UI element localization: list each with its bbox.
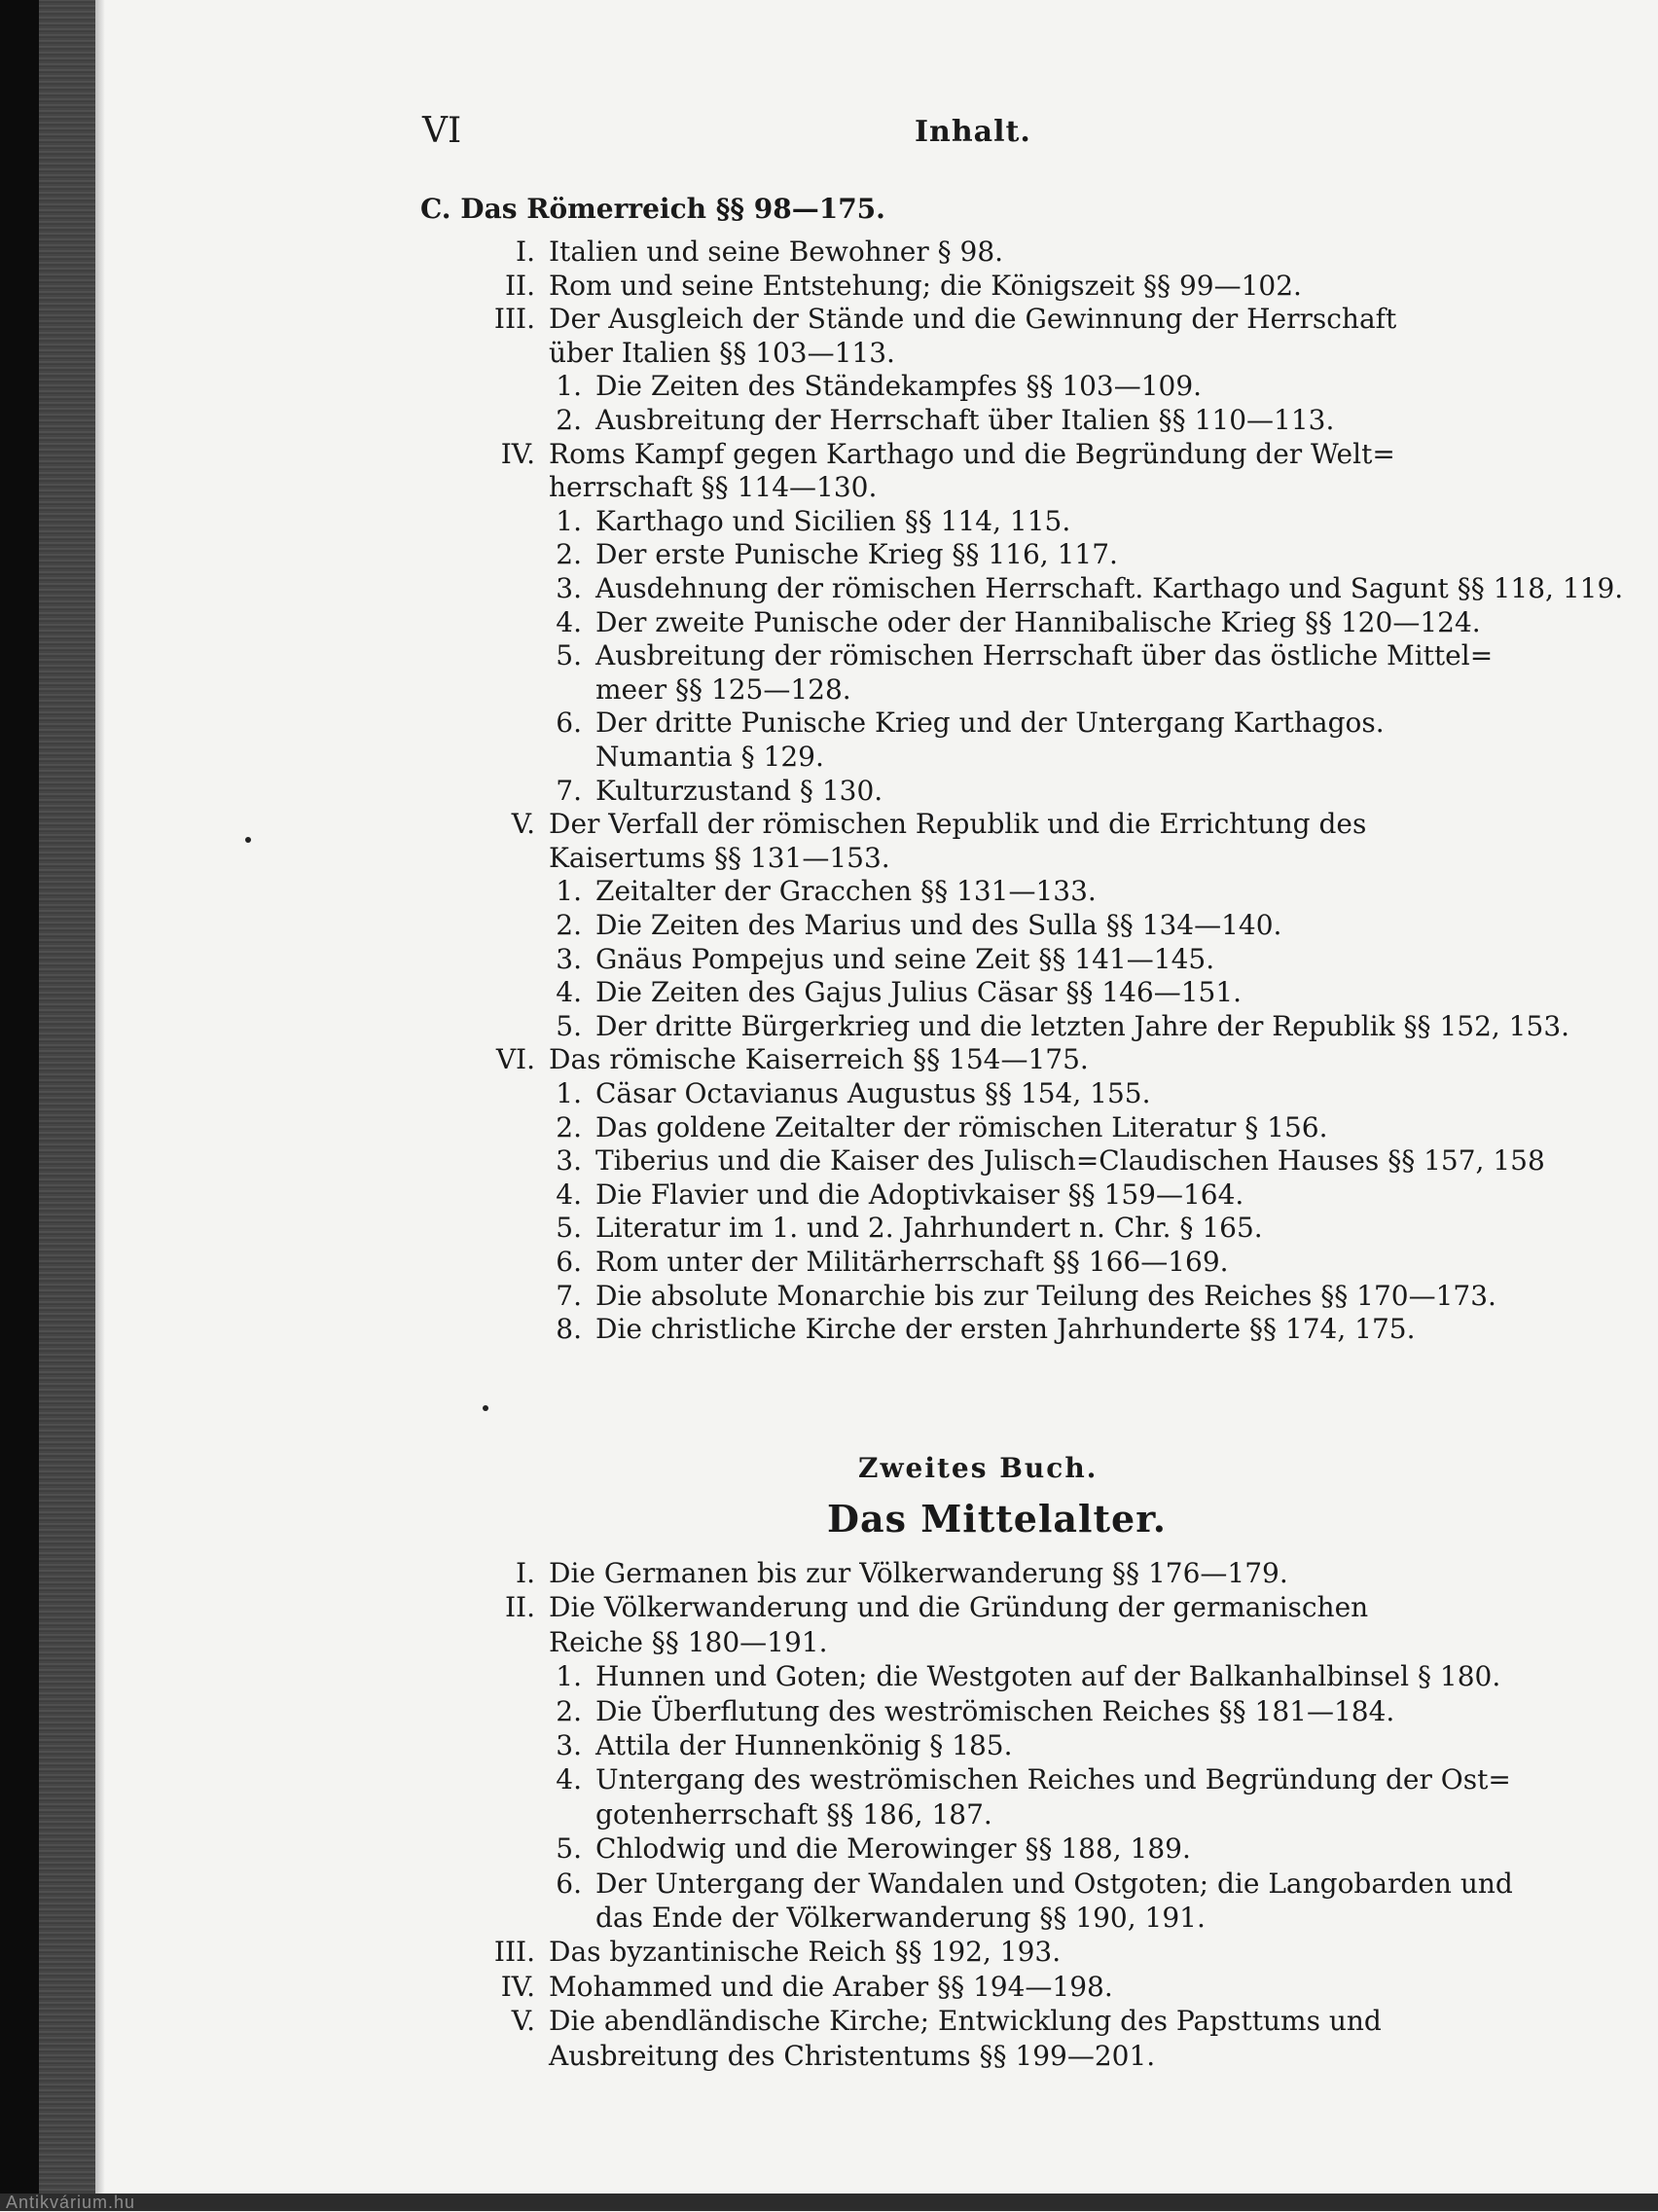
- toc-entry-number: 8.: [556, 1313, 582, 1346]
- toc-entry-text: Das goldene Zeitalter der römischen Literatur § 156.: [595, 1110, 1328, 1143]
- toc-entry-number: 5.: [556, 1009, 582, 1042]
- toc-entry-number: 5.: [556, 639, 582, 672]
- toc-entry-number: III.: [493, 1936, 535, 1969]
- toc-entry-number: 7.: [556, 1279, 582, 1312]
- toc-entry-text: Der zweite Punische oder der Hannibalische Krieg §§ 120—124.: [595, 605, 1481, 638]
- toc-entry-number: III.: [493, 303, 535, 336]
- toc-entry-number: 2.: [556, 1694, 582, 1727]
- toc-entry-text: Die Flavier und die Adoptivkaiser §§ 159—164.: [595, 1178, 1244, 1211]
- toc-entry-text: Die Zeiten des Marius und des Sulla §§ 134—140.: [595, 909, 1282, 941]
- toc-entry-text: Der erste Punische Krieg §§ 116, 117.: [595, 538, 1118, 571]
- toc-entry-number: II.: [504, 1591, 535, 1624]
- toc-entry-text: Die absolute Monarchie bis zur Teilung des Reiches §§ 170—173.: [595, 1279, 1496, 1312]
- toc-entry-number: 2.: [556, 909, 582, 941]
- toc-entry-number: 6.: [556, 1246, 582, 1278]
- toc-entry-text: Das byzantinische Reich §§ 192, 193.: [549, 1936, 1062, 1969]
- toc-entry-text: Der Ausgleich der Stände und die Gewinnung der Herrschaft: [549, 303, 1397, 336]
- toc-entry-number: V.: [511, 2005, 535, 2038]
- toc-entry-number: IV.: [500, 437, 535, 470]
- toc-entry-text: Hunnen und Goten; die Westgoten auf der Balkanhalbinsel § 180.: [595, 1660, 1501, 1693]
- toc-entry-text: Der Verfall der römischen Republik und die Errichtung des: [549, 808, 1367, 841]
- toc-entry-text: gotenherrschaft §§ 186, 187.: [595, 1797, 992, 1831]
- toc-entry-number: 1.: [556, 1660, 582, 1693]
- toc-entry-text: Tiberius und die Kaiser des Julisch=Claudischen Hauses §§ 157, 158: [595, 1144, 1545, 1178]
- toc-entry-text: meer §§ 125—128.: [595, 672, 851, 706]
- toc-entry-text: Kulturzustand § 130.: [595, 774, 883, 807]
- toc-entry-text: Numantia § 129.: [595, 741, 824, 773]
- toc-entry-text: Roms Kampf gegen Karthago und die Begründung der Welt=: [549, 437, 1395, 470]
- toc-entry-text: Die christliche Kirche der ersten Jahrhunderte §§ 174, 175.: [595, 1313, 1416, 1346]
- toc-entry-text: Der dritte Punische Krieg und der Untergang Karthagos.: [595, 707, 1385, 740]
- toc-entry-text: Reiche §§ 180—191.: [549, 1625, 828, 1658]
- speck: [483, 1405, 488, 1411]
- running-head: Inhalt.: [915, 115, 1031, 149]
- toc-entry-number: V.: [511, 808, 535, 841]
- watermark: Antikvárium.hu: [6, 2193, 136, 2212]
- toc-entry-text: Cäsar Octavianus Augustus §§ 154, 155.: [595, 1077, 1151, 1109]
- toc-entry-number: I.: [516, 236, 535, 268]
- toc-entry-number: 1.: [556, 1077, 582, 1109]
- toc-entry-number: 6.: [556, 1867, 582, 1900]
- toc-entry-number: 7.: [556, 774, 582, 807]
- toc-entry-number: 6.: [556, 707, 582, 740]
- footer-strip: [0, 2194, 1658, 2211]
- toc-entry-text: Die Völkerwanderung und die Gründung der germanischen: [549, 1591, 1369, 1624]
- toc-entry-number: 1.: [556, 504, 582, 537]
- toc-entry-text: Italien und seine Bewohner § 98.: [549, 236, 1004, 268]
- toc-entry-text: das Ende der Völkerwanderung §§ 190, 191.: [595, 1902, 1206, 1934]
- toc-entry-text: Kaisertums §§ 131—153.: [549, 841, 890, 874]
- toc-entry-text: Mohammed und die Araber §§ 194—198.: [549, 1970, 1113, 2003]
- toc-entry-text: Ausbreitung des Christentums §§ 199—201.: [549, 2039, 1156, 2072]
- toc-entry-number: 2.: [556, 1110, 582, 1143]
- toc-entry-text: Karthago und Sicilien §§ 114, 115.: [595, 504, 1071, 537]
- speck: [245, 837, 251, 843]
- toc-entry-number: 1.: [556, 370, 582, 403]
- toc-entry-text: Das römische Kaiserreich §§ 154—175.: [549, 1043, 1089, 1076]
- toc-entry-number: 3.: [556, 572, 582, 604]
- section-title: C. Das Römerreich §§ 98—175.: [420, 193, 885, 225]
- toc-entry-text: Der Untergang der Wandalen und Ostgoten; die Langobarden und: [595, 1867, 1513, 1900]
- toc-entry-text: Chlodwig und die Merowinger §§ 188, 189.: [595, 1832, 1191, 1866]
- toc-entry-text: Der dritte Bürgerkrieg und die letzten Jahre der Republik §§ 152, 153.: [595, 1009, 1570, 1042]
- toc-entry-text: Zeitalter der Gracchen §§ 131—133.: [595, 875, 1097, 908]
- page-gutter: [95, 0, 105, 2211]
- toc-entry-text: über Italien §§ 103—113.: [549, 336, 895, 369]
- toc-entry-text: Die Germanen bis zur Völkerwanderung §§ 176—179.: [549, 1557, 1288, 1589]
- toc-entry-text: Gnäus Pompejus und seine Zeit §§ 141—145.: [595, 942, 1215, 975]
- toc-entry-text: Rom und seine Entstehung; die Königszeit §§ 99—102.: [549, 269, 1302, 302]
- toc-entry-number: II.: [504, 269, 535, 302]
- toc-entry-text: Ausdehnung der römischen Herrschaft. Karthago und Sagunt §§ 118, 119.: [595, 572, 1624, 604]
- toc-entry-number: 1.: [556, 875, 582, 908]
- toc-entry-number: 5.: [556, 1832, 582, 1866]
- book-spine: [0, 0, 39, 2211]
- book-cloth-binding: [39, 0, 95, 2211]
- toc-entry-text: Literatur im 1. und 2. Jahrhundert n. Chr. § 165.: [595, 1212, 1263, 1245]
- toc-entry-number: 4.: [556, 1763, 582, 1796]
- page-number: VI: [422, 111, 462, 151]
- toc-entry-number: I.: [516, 1557, 535, 1589]
- toc-entry-text: Die Überflutung des weströmischen Reiches §§ 181—184.: [595, 1694, 1395, 1727]
- toc-entry-number: 2.: [556, 404, 582, 436]
- toc-entry-number: 3.: [556, 942, 582, 975]
- toc-entry-number: 3.: [556, 1144, 582, 1178]
- toc-entry-number: 4.: [556, 605, 582, 638]
- toc-entry-number: 3.: [556, 1729, 582, 1761]
- toc-entry-number: IV.: [500, 1970, 535, 2003]
- toc-entry-text: Ausbreitung der römischen Herrschaft über das östliche Mittel=: [595, 639, 1494, 672]
- toc-entry-number: 2.: [556, 538, 582, 571]
- toc-entry-text: Attila der Hunnenkönig § 185.: [595, 1729, 1013, 1761]
- toc-entry-text: Die abendländische Kirche; Entwicklung des Papsttums und: [549, 2005, 1382, 2038]
- toc-entry-number: 4.: [556, 1178, 582, 1211]
- toc-entry-number: VI.: [495, 1043, 535, 1076]
- toc-entry-text: Rom unter der Militärherrschaft §§ 166—169.: [595, 1246, 1229, 1278]
- toc-entry-text: herrschaft §§ 114—130.: [549, 471, 878, 504]
- toc-entry-text: Die Zeiten des Gajus Julius Cäsar §§ 146—151.: [595, 976, 1243, 1009]
- toc-entry-text: Die Zeiten des Ständekampfes §§ 103—109.: [595, 370, 1203, 403]
- book-title: Das Mittelalter.: [827, 1497, 1167, 1541]
- toc-entry-text: Untergang des weströmischen Reiches und Begründung der Ost=: [595, 1763, 1511, 1796]
- book-heading: Zweites Buch.: [858, 1452, 1099, 1484]
- toc-entry-text: Ausbreitung der Herrschaft über Italien §§ 110—113.: [595, 404, 1335, 436]
- toc-entry-number: 5.: [556, 1212, 582, 1245]
- toc-entry-number: 4.: [556, 976, 582, 1009]
